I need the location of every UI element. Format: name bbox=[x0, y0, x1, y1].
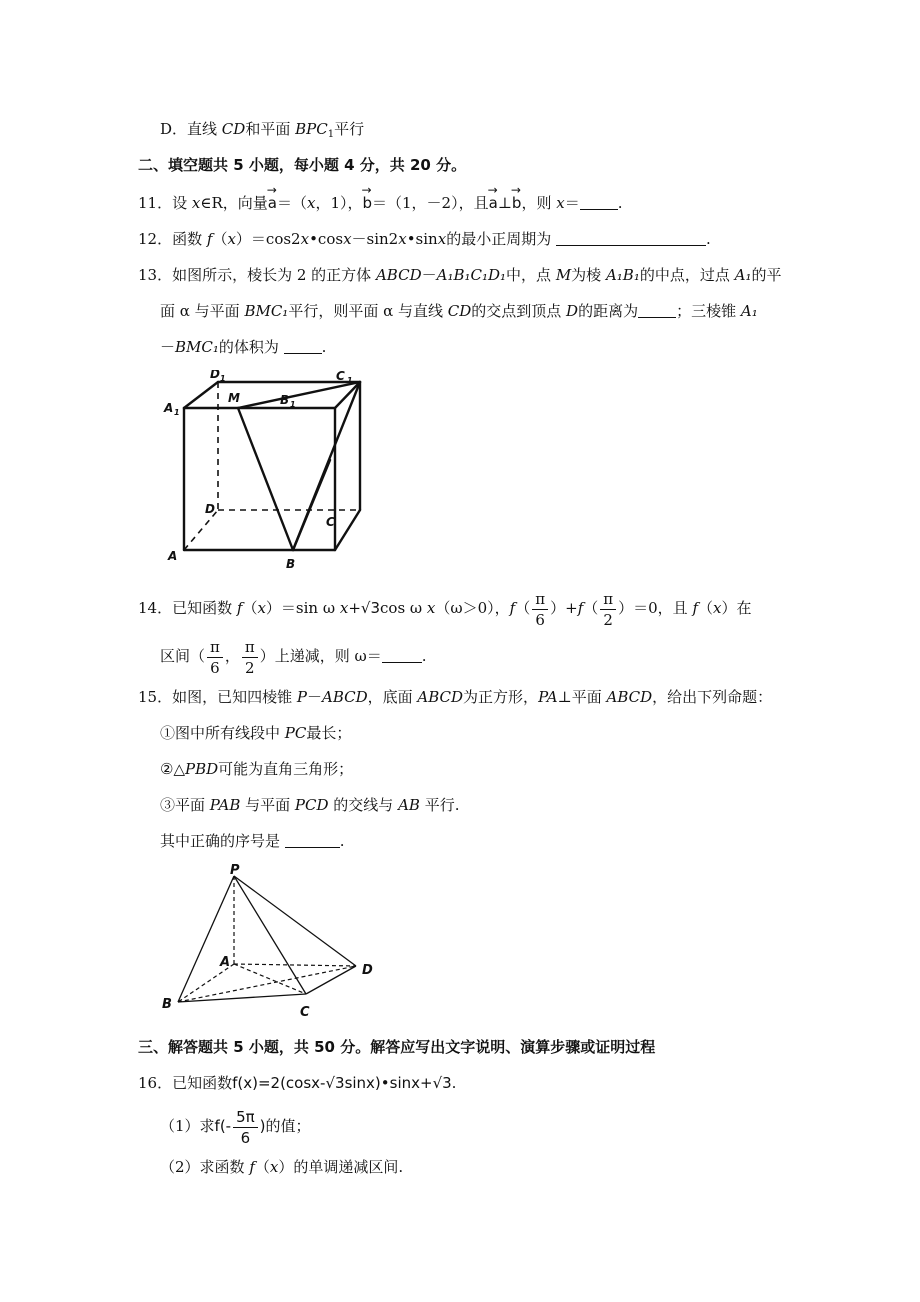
svg-text:1: 1 bbox=[290, 400, 296, 409]
label-d1: D bbox=[210, 370, 220, 381]
question-16-part-2: （2）求函数 f（x）的单调递减区间. bbox=[160, 1158, 404, 1176]
answer-blank bbox=[580, 195, 618, 210]
section-3-heading: 三、解答题共 5 小题，共 50 分。解答应写出文字说明、演算步骤或证明过程 bbox=[138, 1038, 656, 1056]
answer-blank bbox=[285, 833, 340, 848]
question-16: 16．已知函数f(x)=2(cosx-√3sinx)•sinx+√3. bbox=[138, 1074, 457, 1092]
question-15-ask: 其中正确的序号是 . bbox=[160, 832, 345, 850]
label-b: B bbox=[162, 997, 172, 1012]
svg-text:1: 1 bbox=[347, 376, 353, 385]
svg-text:1: 1 bbox=[174, 408, 180, 417]
question-13-line-1: 13．如图所示，棱长为 2 的正方体 ABCD－A₁B₁C₁D₁中，点 M为棱 A₁B₁的中点，过点 A₁的平 bbox=[138, 266, 782, 284]
pyramid-figure bbox=[158, 862, 388, 1022]
claim-1: ①图中所有线段中 PC最长； bbox=[160, 724, 352, 742]
label-a: A bbox=[168, 549, 178, 563]
label-a: A bbox=[220, 955, 231, 970]
question-13-line-3: －BMC₁的体积为 . bbox=[160, 338, 327, 356]
question-11: 11．设 x∈R，向量→ a＝（x，1），→ b＝（1，－2），且→ a⊥→ b，则 x＝ . bbox=[138, 192, 623, 214]
label-a1: A bbox=[164, 401, 174, 415]
label-c: C bbox=[326, 515, 335, 529]
answer-blank bbox=[638, 303, 676, 318]
label-c1: C bbox=[336, 370, 345, 383]
label-c: C bbox=[300, 1005, 310, 1020]
label-d: D bbox=[205, 502, 215, 516]
claim-2: ②△PBD可能为直角三角形； bbox=[160, 760, 354, 778]
claim-3: ③平面 PAB 与平面 PCD 的交线与 AB 平行. bbox=[160, 796, 460, 814]
question-12: 12．函数 f（x）＝cos2x•cosx－sin2x•sinx的最小正周期为 . bbox=[138, 230, 711, 248]
answer-blank bbox=[284, 339, 322, 354]
question-13-line-2: 面 α 与平面 BMC₁平行，则平面 α 与直线 CD的交点到顶点 D的距离为 ；三棱锥 A₁ bbox=[160, 302, 758, 320]
label-b: B bbox=[286, 557, 296, 571]
label-m: M bbox=[228, 391, 240, 405]
question-14-line-2: 区间（ $\frac{\pi}{6}$ ， $\frac{\pi}{2}$ ）上递减，则 ω＝ . bbox=[160, 637, 427, 677]
cube-figure bbox=[160, 370, 370, 575]
label-d: D bbox=[362, 963, 373, 978]
section-2-heading: 二、填空题共 5 小题，每小题 4 分，共 20 分。 bbox=[138, 156, 467, 174]
question-14-line-1: 14．已知函数 f（x）＝sin ω x+√3cos ω x（ω＞0），f（ $\frac{\pi}{6}$ ）+f（ $\frac{\pi}{2}$ ）＝0，且 f（x）在 bbox=[138, 589, 752, 629]
svg-text:1: 1 bbox=[220, 374, 226, 383]
question-15: 15．如图，已知四棱锥 P－ABCD，底面 ABCD为正方形，PA⊥平面 ABCD，给出下列命题： bbox=[138, 688, 773, 706]
question-16-part-1: （1）求f(- $\frac{5\pi}{6}$ )的值； bbox=[160, 1107, 311, 1147]
label-b1: B bbox=[280, 393, 290, 407]
option-d: D．直线 CD和平面 $BPC_1$平行 bbox=[160, 120, 365, 140]
label-p: P bbox=[230, 863, 240, 878]
answer-blank bbox=[382, 648, 422, 663]
answer-blank bbox=[556, 231, 706, 246]
